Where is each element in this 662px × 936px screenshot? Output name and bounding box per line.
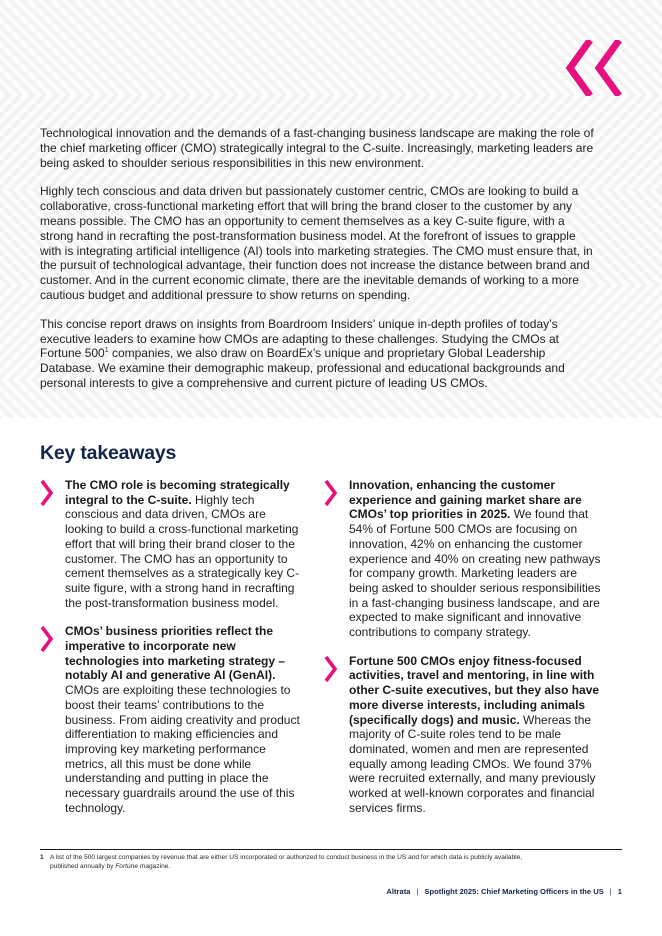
page-number: 1 [617, 887, 622, 896]
takeaways-right-column [324, 478, 604, 829]
chevron-right-icon [324, 655, 338, 683]
footnote-line-1 [40, 853, 630, 862]
footnote-text-3: magazine. [138, 863, 171, 870]
intro-paragraph-2: Highly tech conscious and data driven but passionately customer centric, CMOs are looking to build a collaborative, cross-functional marketing effort that will bring the brand closer to the customer by any means possible. The CMO has an opportunity to cement themselves as a key C-suite figure, with a strong hand in recrafting the post-transformation business model. At the forefront of issues to grapple with is integrating artificial intelligence (AI) tools into marketing strategies. The CMO must ensure that, in the pursuit of technological advantage, their function does not increase the distance between brand and customer. And in the current economic climate, there are the inevitable demands of working to a more cautious budget and additional pressure to show returns on spending. [40, 184, 593, 302]
page-footer [386, 887, 622, 896]
footnote-divider [40, 849, 622, 850]
takeaway-heading: The CMO role is becoming strategically integral to the C-suite. [65, 478, 290, 507]
takeaway-item [324, 478, 604, 640]
intro-p3-start: This concise report draws on insights from Boardroom Insiders’ unique in-depth profiles of today’s executive leaders to examine how CMOs are adapting to these challenges. Studying the CMOs at Fortune 500 [40, 316, 559, 361]
footer-separator: | [416, 887, 419, 896]
footnote-text-2: published annually by [50, 863, 116, 870]
intro-paragraph-1: Technological innovation and the demands of a fast-changing business landscape are making the role of the chief marketing officer (CMO) strategically integral to the C-suite. Increasingly, marketing leaders are being asked to shoulder serious responsibilities in this new environment. [40, 126, 594, 170]
footer-brand: Altrata [386, 887, 411, 896]
takeaway-body: We found that 54% of Fortune 500 CMOs are focusing on innovation, 42% on enhancing the customer experience and 40% on creating new pathways for company growth. Marketing leaders are being asked to shoulder serious responsibilities in a fast-changing business landscape, and are expected to make significant and innovative contributions to company strategy. [349, 507, 601, 640]
logo-chevron-inner [599, 43, 617, 93]
intro-section [40, 126, 600, 405]
takeaway-text [349, 478, 604, 640]
key-takeaways-title: Key takeaways [40, 442, 177, 464]
footnote-reference[interactable]: 1 [104, 347, 109, 355]
footnote-magazine: Fortune [115, 863, 138, 870]
takeaway-item [40, 624, 302, 815]
takeaway-item [324, 654, 604, 816]
takeaways-left-column [40, 478, 302, 829]
intro-p3-end: companies, we also draw on BoardEx’s unique and proprietary Global Leadership Database. We examine their demographic makeup, professional and educational backgrounds and personal interests to give a comprehensive and current picture of leading US CMOs. [40, 346, 565, 390]
intro-paragraph-3 [40, 317, 600, 391]
footer-report-title: Spotlight 2025: Chief Marketing Officers in the US [424, 887, 604, 896]
takeaway-text [65, 478, 302, 610]
takeaway-text [65, 624, 302, 815]
takeaway-body: CMOs are exploiting these technologies to boost their teams’ contributions to the business. From aiding creativity and product differentiation to making efficiencies and improving key marketing performance metrics, all this must be done while understanding and putting in place the necessary guardrails around the use of this technology. [65, 683, 300, 815]
logo-chevron-outer [570, 43, 588, 93]
takeaway-heading: CMOs’ business priorities reflect the imperative to incorporate new technologies into marketing strategy – notably AI and generative AI (GenAI). [65, 624, 286, 683]
takeaway-text [349, 654, 604, 816]
takeaway-body: Highly tech conscious and data driven, CMOs are looking to build a cross-functional marketing effort that will bring their brand closer to the customer. The CMO has an opportunity to cement themselves as a strategically key C-suite figure, with a strong hand in recrafting the post-transformation business model. [65, 492, 300, 610]
footnote [40, 853, 630, 871]
takeaway-body: Whereas the majority of C-suite roles tend to be male dominated, women and men are represented equally among leading CMOs. We found 37% were recruited externally, and many previously worked at well-known corporates and financial services firms. [349, 712, 596, 815]
footnote-text: A list of the 500 largest companies by revenue that are either US incorporated or authorized to conduct business in the US and for which data is publicly available, [50, 854, 523, 861]
chevron-right-icon [324, 479, 338, 507]
takeaway-heading: Innovation, enhancing the customer experience and gaining market share are CMOs’ top priorities in 2025. [349, 478, 582, 522]
chevron-right-icon [40, 625, 54, 653]
double-chevron-left-icon [564, 40, 624, 96]
takeaway-item [40, 478, 302, 610]
footnote-number: 1 [40, 854, 44, 861]
footer-separator: | [609, 887, 612, 896]
footnote-line-2 [40, 862, 630, 871]
chevron-right-icon [40, 479, 54, 507]
takeaway-heading: Fortune 500 CMOs enjoy fitness-focused activities, travel and mentoring, in line with other C-suite executives, but they also have more diverse interests, including animals (specifically dogs) and music. [349, 653, 600, 727]
